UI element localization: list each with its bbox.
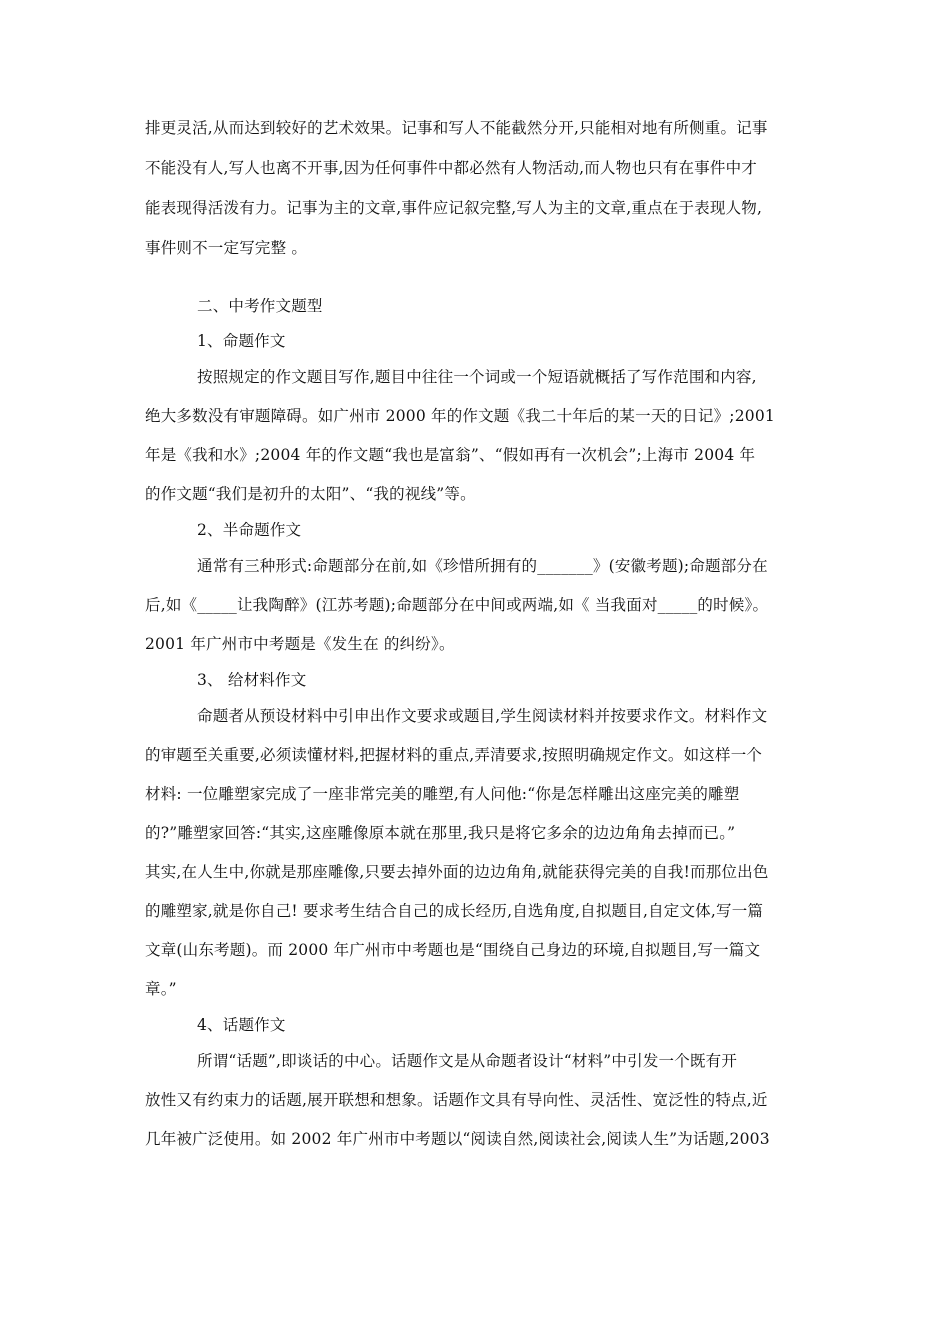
text-line: 的审题至关重要,必须读懂材料,把握材料的重点,弄清要求,按照明确规定作文。如这样一个	[145, 746, 763, 764]
text-line: 2001 年广州市中考题是《发生在 的纠纷》。	[145, 635, 455, 653]
document-page	[145, 118, 807, 1149]
text-line: 所谓“话题”,即谈话的中心。话题作文是从命题者设计“材料”中引发一个既有开	[197, 1052, 738, 1070]
subsection-heading: 2、半命题作文	[197, 521, 302, 539]
text-line: 后,如《_____让我陶醉》(江苏考题);命题部分在中间或两端,如《 当我面对_____的时候》。	[145, 596, 769, 614]
text-line: 事件则不一定写完整 。	[145, 239, 308, 257]
text-line: 几年被广泛使用。如 2002 年广州市中考题以“阅读自然,阅读社会,阅读人生”为话题,2003	[145, 1130, 770, 1148]
text-line: 文章(山东考题)。而 2000 年广州市中考题也是“围绕自己身边的环境,自拟题目,写一篇文	[145, 941, 761, 959]
section-heading: 二、中考作文题型	[197, 297, 323, 315]
text-line: 年是《我和水》;2004 年的作文题“我也是富翁”、“假如再有一次机会”;上海市 2004 年	[145, 446, 756, 464]
text-line: 材料: 一位雕塑家完成了一座非常完美的雕塑,有人问他:“你是怎样雕出这座完美的雕塑	[145, 785, 740, 803]
subsection-heading: 4、话题作文	[197, 1016, 286, 1034]
text-line: 的作文题“我们是初升的太阳”、“我的视线”等。	[145, 485, 476, 503]
text-line: 通常有三种形式:命题部分在前,如《珍惜所拥有的_______》(安徽考题);命题部分在	[197, 557, 768, 575]
subsection-heading: 1、命题作文	[197, 332, 286, 350]
text-line: 能表现得活泼有力。记事为主的文章,事件应记叙完整,写人为主的文章,重点在于表现人物,	[145, 199, 763, 217]
text-line: 的?”雕塑家回答:“其实,这座雕像原本就在那里,我只是将它多余的边边角角去掉而已。”	[145, 824, 736, 842]
text-line: 其实,在人生中,你就是那座雕像,只要去掉外面的边边角角,就能获得完美的自我!而那位出色	[145, 863, 769, 881]
text-line: 绝大多数没有审题障碍。如广州市 2000 年的作文题《我二十年后的某一天的日记》;2001	[145, 407, 775, 425]
text-line: 不能没有人,写人也离不开事,因为任何事件中都必然有人物活动,而人物也只有在事件中才	[145, 159, 757, 177]
text-line: 按照规定的作文题目写作,题目中往往一个词或一个短语就概括了写作范围和内容,	[197, 368, 757, 386]
text-line: 章。”	[145, 980, 177, 998]
text-line: 命题者从预设材料中引申出作文要求或题目,学生阅读材料并按要求作文。材料作文	[197, 707, 768, 725]
subsection-heading: 3、 给材料作文	[197, 671, 307, 689]
text-line: 的雕塑家,就是你自己! 要求考生结合自己的成长经历,自选角度,自拟题目,自定文体,写一篇	[145, 902, 764, 920]
text-line: 排更灵活,从而达到较好的艺术效果。记事和写人不能截然分开,只能相对地有所侧重。记事	[145, 119, 768, 137]
text-line: 放性又有约束力的话题,展开联想和想象。话题作文具有导向性、灵活性、宽泛性的特点,近	[145, 1091, 768, 1109]
